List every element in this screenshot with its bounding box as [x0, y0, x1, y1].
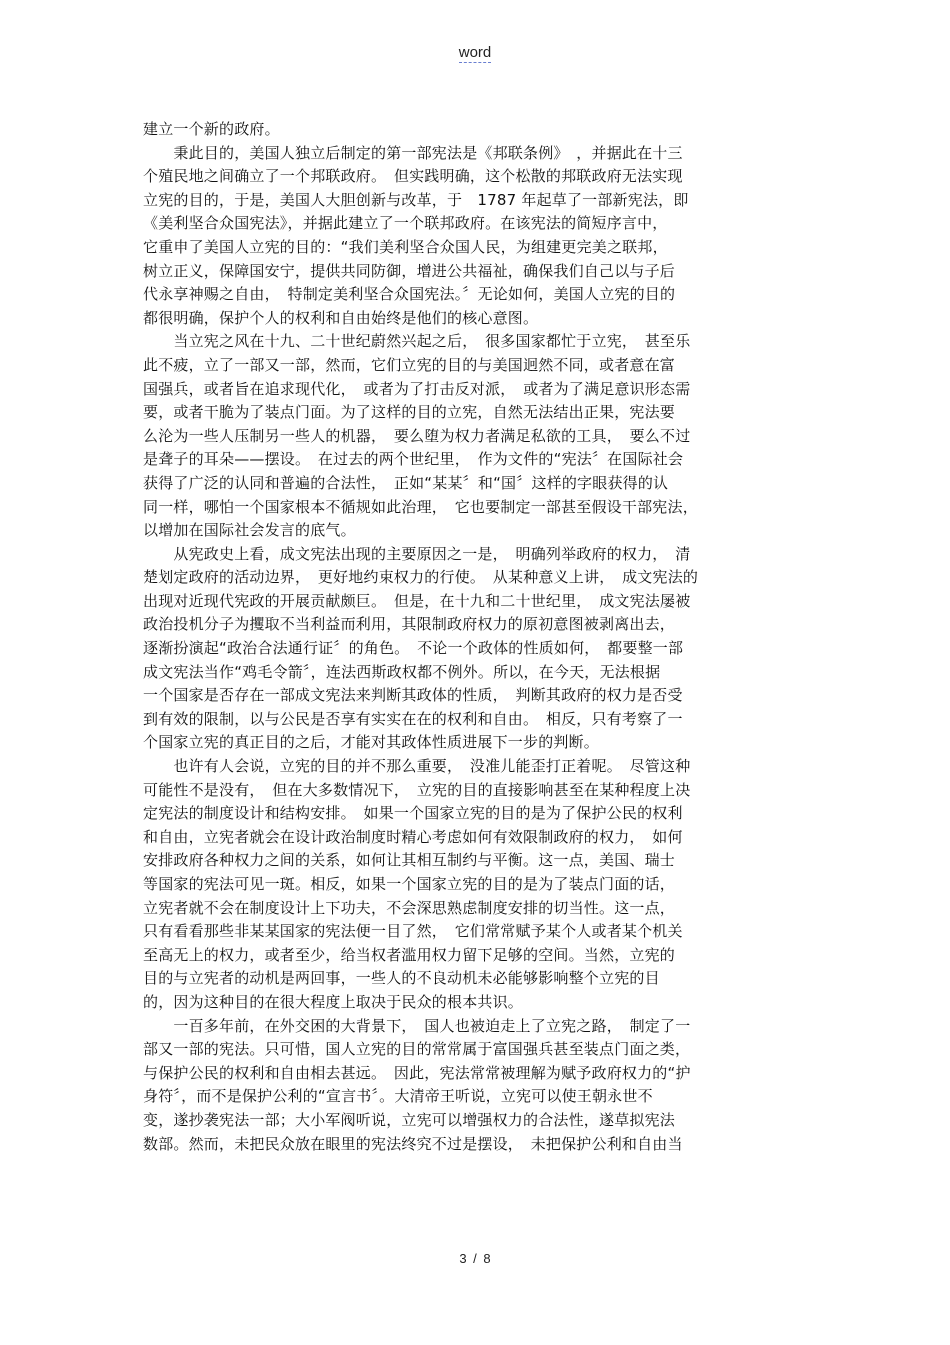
text-line: 部又一部的宪法。只可惜，国人立宪的目的常常属于富国强兵甚至装点门面之类，: [143, 1040, 691, 1059]
text-line: 个殖民地之间确立了一个邦联政府。 但实践明确，这个松散的邦联政府无法实现: [143, 167, 683, 186]
text-line: 等国家的宪法可见一斑。相反，如果一个国家立宪的目的是为了装点门面的话，: [143, 875, 676, 893]
text-line: 定宪法的制度设计和结构安排。 如果一个国家立宪的目的是为了保护公民的权利: [143, 804, 683, 823]
document-body: [143, 118, 807, 1156]
text-line: 身符〞，而不是保护公利的“宣言书〞。大清帝王听说，立宪可以使王朝永世不: [143, 1087, 653, 1106]
text-line: 也许有人会说，立宪的目的并不那么重要， 没准儿能歪打正着呢。 尽管这种: [143, 757, 691, 776]
text-line: 与保护公民的权利和自由相去甚远。 因此，宪法常常被理解为赋予政府权力的“护: [143, 1063, 691, 1082]
text-line: 安排政府各种权力之间的关系，如何让其相互制约与平衡。这一点，美国、瑞士: [143, 851, 676, 870]
text-line: 成文宪法当作“鸡毛令箭〞，连法西斯政权都不例外。所以，在今天，无法根据: [143, 662, 661, 681]
text-line: 和自由，立宪者就会在设计政治制度时精心考虑如何有效限制政府的权力， 如何: [143, 827, 683, 846]
text-line: 至高无上的权力，或者至少，给当权者滥用权力留下足够的空间。当然，立宪的: [143, 945, 676, 964]
text-line: 一个国家是否存在一部成文宪法来判断其政体的性质， 判断其政府的权力是否受: [143, 686, 683, 705]
text-line: 一百多年前，在外交困的大背景下， 国人也被迫走上了立宪之路， 制定了一: [143, 1016, 691, 1035]
text-line: 《美利坚合众国宪法》，并据此建立了一个联邦政府。在该宪法的简短序言中，: [143, 214, 668, 233]
text-line: 目的与立宪者的动机是两回事，一些人的不良动机未必能够影响整个立宪的目: [143, 969, 660, 988]
text-line: 变，遂抄袭宪法一部；大小军阀听说，立宪可以增强权力的合法性，遂草拟宪法: [143, 1110, 676, 1129]
text-line: 楚划定政府的活动边界， 更好地约束权力的行使。 从某种意义上讲， 成文宪法的: [143, 568, 699, 587]
text-line: 立宪者就不会在制度设计上下功夫，不会深思熟虑制度安排的切当性。这一点，: [143, 898, 676, 917]
header-title: word: [458, 44, 492, 61]
text-line: 政治投机分子为攫取不当利益而利用，其限制政府权力的原初意图被剥离出去，: [143, 615, 676, 634]
text-line: 个国家立宪的真正目的之后，才能对其政体性质进展下一步的判断。: [143, 733, 600, 752]
page-header: [0, 44, 950, 61]
text-line: 立宪的目的，于是，美国人大胆创新与改革，于 1787 年起草了一部新宪法，即: [143, 190, 689, 209]
text-line: 建立一个新的政府。: [143, 120, 280, 138]
text-line: 要，或者干脆为了装点门面。为了这样的目的立宪，自然无法结出正果，宪法要: [143, 403, 676, 422]
text-line: 出现对近现代宪政的开展贡献颇巨。 但是，在十九和二十世纪里， 成文宪法屡被: [143, 591, 691, 610]
page-number: 3 / 8: [459, 1251, 491, 1266]
text-line: 国强兵，或者旨在追求现代化， 或者为了打击反对派， 或者为了满足意识形态需: [143, 379, 691, 398]
text-line: 可能性不是没有， 但在大多数情况下， 立宪的目的直接影响甚至在某种程度上决: [143, 780, 691, 799]
text-line: 都很明确，保护个人的权利和自由始终是他们的核心意图。: [143, 308, 539, 327]
text-line: 么沦为一些人压制另一些人的机器， 要么堕为权力者满足私欲的工具， 要么不过: [143, 426, 691, 445]
text-line: 是聋子的耳朵——摆设。 在过去的两个世纪里， 作为文件的“宪法〞在国际社会: [143, 450, 684, 469]
text-line: 以增加在国际社会发言的底气。: [143, 521, 356, 540]
text-line: 数部。然而，未把民众放在眼里的宪法终究不过是摆设， 未把保护公利和自由当: [143, 1134, 683, 1153]
text-line: 树立正义，保障国安宁，提供共同防御，增进公共福祉，确保我们自己以与子后: [143, 261, 676, 280]
text-line: 从宪政史上看，成文宪法出现的主要原因之一是， 明确列举政府的权力， 清: [143, 544, 691, 563]
text-line: 秉此目的，美国人独立后制定的第一部宪法是《邦联条例》 ，并据此在十三: [143, 143, 683, 162]
text-line: 代永享神赐之自由， 特制定美利坚合众国宪法。〞无论如何，美国人立宪的目的: [143, 285, 676, 304]
text-line: 逐渐扮演起“政治合法通行证〞的角色。 不论一个政体的性质如何， 都要整一部: [143, 639, 684, 658]
text-line: 此不疲，立了一部又一部，然而，它们立宪的目的与美国迥然不同，或者意在富: [143, 355, 676, 374]
text-line: 的，因为这种目的在很大程度上取决于民众的根本共识。: [143, 992, 524, 1011]
text-line: 当立宪之风在十九、二十世纪蔚然兴起之后， 很多国家都忙于立宪， 甚至乐: [143, 332, 691, 351]
text-line: 只有看看那些非某某国家的宪法便一目了然， 它们常常赋予某个人或者某个机关: [143, 922, 683, 941]
text-line: 获得了广泛的认同和普遍的合法性， 正如“某某〞和“国〞这样的字眼获得的认: [143, 473, 669, 492]
text-line: 到有效的限制，以与公民是否享有实实在在的权利和自由。 相反，只有考察了一: [143, 709, 683, 728]
text-line: 它重申了美国人立宪的目的：“我们美利坚合众国人民，为组建更完美之联邦，: [143, 237, 668, 256]
text-line: 同一样，哪怕一个国家根本不循规如此治理， 它也要制定一部甚至假设干部宪法，: [143, 497, 698, 516]
